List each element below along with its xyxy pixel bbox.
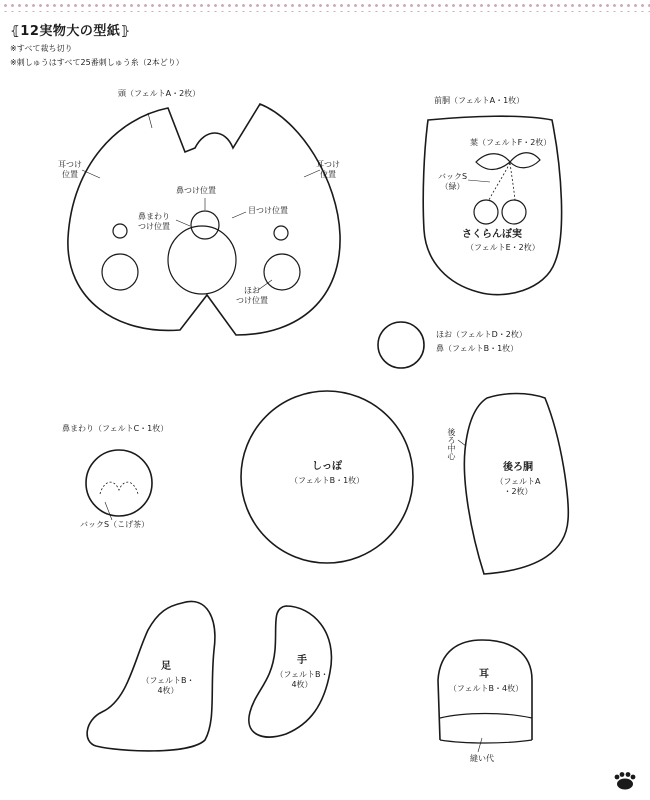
nose-piece-label: 鼻（フェルトB・1枚） xyxy=(436,344,519,353)
title-text: 12実物大の型紙 xyxy=(20,24,121,39)
cherry-label: さくらんぼ実 xyxy=(462,229,522,240)
cherry-right xyxy=(502,200,526,224)
stem-right xyxy=(510,163,515,200)
ear-material-label: （フェルトB・4枚） xyxy=(448,684,524,693)
nose-position-label: 鼻つけ位置 xyxy=(176,186,216,195)
ear-seam-line xyxy=(440,714,532,719)
foot-material-label: （フェルトB・ 4枚） xyxy=(141,676,195,695)
cheek-left-position xyxy=(102,254,138,290)
cherry-material-label: （フェルトE・2枚） xyxy=(466,243,540,252)
muzzle-position-label: 鼻まわり つけ位置 xyxy=(138,212,170,231)
eye-left-position xyxy=(113,224,127,238)
stem-stitch-label: バックS （緑） xyxy=(438,172,468,191)
muzzle-stitch-label: バックS（こげ茶） xyxy=(80,520,150,529)
ear-seam-label: 縫い代 xyxy=(470,754,494,763)
foot-label: 足 xyxy=(161,661,171,672)
muzzle-pattern xyxy=(86,450,152,520)
hand-label: 手 xyxy=(297,655,307,666)
paw-icon xyxy=(612,771,638,794)
head-ear-right-label: 耳つけ 位置 xyxy=(316,160,340,179)
leaf-label: 葉（フェルトF・2枚） xyxy=(470,138,552,147)
ear-base xyxy=(440,740,532,743)
hand-material-label: （フェルトB・ 4枚） xyxy=(275,670,329,689)
cheek-nose-circle xyxy=(378,322,424,368)
tail-label: しっぽ xyxy=(312,461,342,472)
head-outline xyxy=(68,104,340,335)
back-center-label: 後ろ中心 xyxy=(447,428,456,460)
note-embroidery: ※刺しゅうはすべて25番刺しゅう糸（2本どり） xyxy=(10,58,184,67)
eye-right-position xyxy=(274,226,288,240)
head-pattern xyxy=(68,104,340,335)
ear-label: 耳 xyxy=(479,669,489,680)
back-body-label: 後ろ胴 xyxy=(503,462,533,473)
eye-position-label: 目つけ位置 xyxy=(248,206,288,215)
cheek-position-label: ほお つけ位置 xyxy=(236,286,268,305)
leaf-left xyxy=(476,154,510,170)
cheek-right-position xyxy=(264,254,300,290)
head-label: 頭（フェルトA・2枚） xyxy=(118,89,201,98)
front-body-label: 前胴（フェルトA・1枚） xyxy=(434,96,525,105)
ear-pattern xyxy=(438,640,532,752)
nose-position xyxy=(191,211,219,239)
muzzle-stitch xyxy=(100,482,138,494)
note-cut: ※すべて裁ち切り xyxy=(10,44,73,53)
back-body-material-label: （フェルトA ・2枚） xyxy=(495,477,541,496)
muzzle-outline xyxy=(86,450,152,516)
page-title: ⦃12実物大の型紙⦄ xyxy=(10,24,131,39)
head-ear-left-label: 耳つけ 位置 xyxy=(58,160,82,179)
tail-material-label: （フェルトB・1枚） xyxy=(290,476,365,485)
cheek-piece-label: ほお（フェルトD・2枚） xyxy=(436,330,527,339)
cherry-left xyxy=(474,200,498,224)
muzzle-position xyxy=(168,226,236,294)
muzzle-label: 鼻まわり（フェルトC・1枚） xyxy=(62,424,169,433)
leaf-right xyxy=(510,153,540,168)
